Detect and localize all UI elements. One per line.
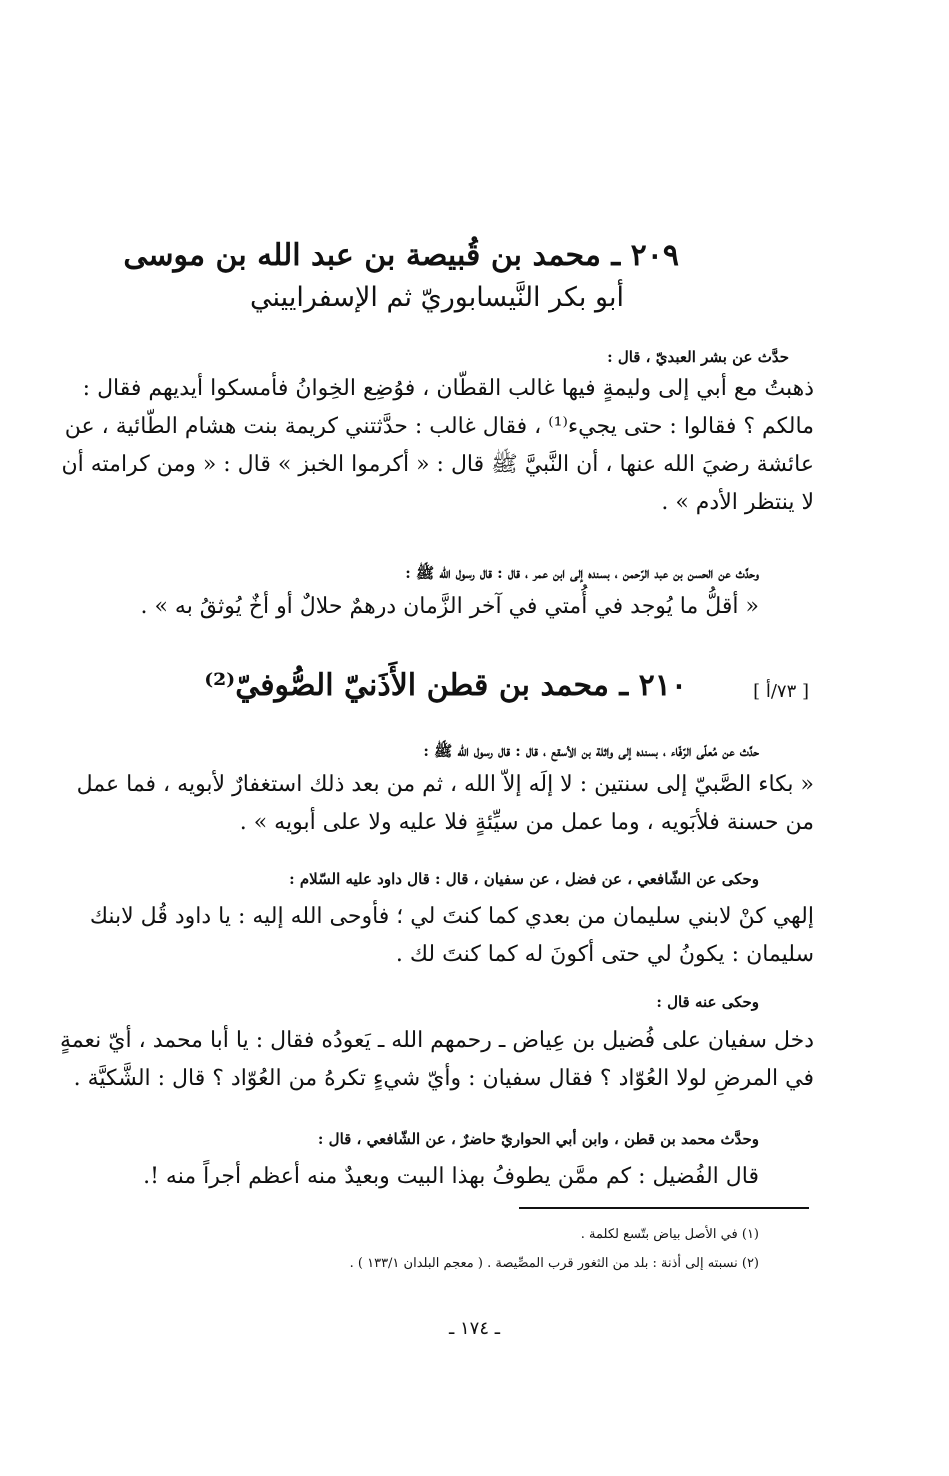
entry-209-paragraph-1 xyxy=(61,370,814,522)
paragraph-line: في المرضِ لولا العُوّاد ؟ فقال سفيان : وأيّ شيءٍ تكرهُ من العُوّاد ؟ قال : الشَّكيَّة . xyxy=(73,1066,814,1091)
footnote-1: (١) في الأصل بياض بتّسع لكلمة . xyxy=(580,1227,759,1242)
entry-209-isnad-2: وحدَّث عن الحسن بن عبد الرّحمن ، بسنده إلى ابن عمر ، قال : قال رسول الله ﷺ : xyxy=(405,564,759,582)
paragraph-line: لا ينتظر الأدم » . xyxy=(661,490,814,515)
paragraph-line: سليمان : يكونُ لي حتى أكونَ له كما كنتَ لك . xyxy=(395,942,814,967)
entry-210-isnad-1: حدَّث عن مُعلّى الرّفّاء ، بسنده إلى واثلة بن الأسقع ، قال : قال رسول الله ﷺ : xyxy=(423,742,759,760)
footnote-2: (٢) نسبته إلى أذنة : بلد من الثغور قرب المصِّيصة . ( معجم البلدان ١٣٣/١ ) . xyxy=(349,1256,759,1271)
entry-210-paragraph-3 xyxy=(60,1022,814,1098)
entry-210-paragraph-2 xyxy=(89,898,814,974)
page-number: ـ ١٧٤ ـ xyxy=(448,1318,500,1339)
entry-210-isnad-3: وحكى عنه قال : xyxy=(656,993,759,1011)
entry-209-paragraph-2: « أقلُّ ما يُوجد في أُمتي في آخر الزَّمان درهمٌ حلالٌ أو أخٌ يُوثقُ به » . xyxy=(140,594,759,619)
entry-210-title: ٢١٠ ـ محمد بن قطن الأَذَنيّ الصُّوفيّ⁽²⁾ xyxy=(204,668,687,703)
folio-marker: [ ٧٣/أ ] xyxy=(753,681,809,702)
entry-209-isnad-1: حدَّث عن بشر العبديّ ، قال : xyxy=(607,348,789,366)
paragraph-line: عائشة رضيَ الله عنها ، أن النَّبيَّ ﷺ قال : « أكرموا الخبز » قال : « ومن كرامته أن xyxy=(61,452,814,477)
paragraph-line: دخل سفيان على فُضيل بن عِياض ـ رحمهم الله ـ يَعودُه فقال : يا أبا محمد ، أيّ نعمةٍ xyxy=(60,1028,814,1053)
entry-210-isnad-2: وحكى عن الشّافعي ، عن فضل ، عن سفيان ، قال : قال داود عليه السّلام : xyxy=(289,870,759,888)
entry-210-paragraph-4: قال الفُضيل : كم ممَّن يطوفُ بهذا البيت وبعيدٌ منه أعظم أجراً منه !. xyxy=(143,1164,759,1189)
entry-210-paragraph-1 xyxy=(76,766,814,842)
paragraph-line: مالكم ؟ فقالوا : حتى يجيء⁽¹⁾ ، فقال غالب : حدَّثتني كريمة بنت هشام الطّائية ، عن xyxy=(64,414,814,439)
footnote-separator xyxy=(519,1207,809,1209)
paragraph-line: من حسنة فلأبَويه ، وما عمل من سيِّئةٍ فلا عليه ولا على أبويه » . xyxy=(239,810,814,835)
paragraph-line: « بكاء الصَّبيّ إلى سنتين : لا إلَه إلاّ الله ، ثم من بعد ذلك استغفارٌ لأبويه ، فما عمل xyxy=(76,772,814,797)
paragraph-line: إلهي كنْ لابني سليمان من بعدي كما كنتَ لي ؛ فأوحى الله إليه : يا داود قُل لابنك xyxy=(89,904,814,929)
entry-209-subtitle: أبو بكر النَّيسابوريّ ثم الإسفراييني xyxy=(250,282,624,313)
paragraph-line: ذهبتُ مع أبي إلى وليمةٍ فيها غالب القطّان ، فوُضِع الخِوانُ فأمسكوا أيديهم فقال : xyxy=(82,376,814,401)
entry-209-title: ٢٠٩ ـ محمد بن قُبيصة بن عبد الله بن موسى xyxy=(123,238,679,273)
entry-210-isnad-4: وحدَّث محمد بن قطن ، وابن أبي الحواريّ حاضرٌ ، عن الشّافعي ، قال : xyxy=(317,1130,759,1148)
